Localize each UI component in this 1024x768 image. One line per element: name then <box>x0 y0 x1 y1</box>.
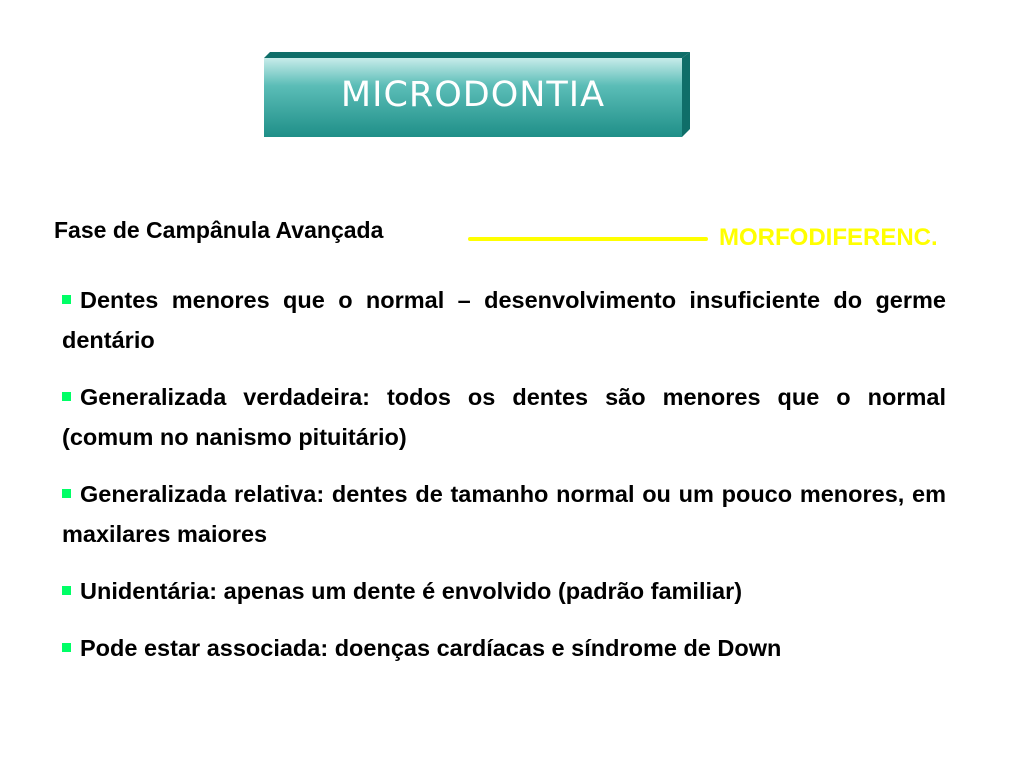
bullet-text: Dentes menores que o normal – desenvolvimento insuficiente do germe dentário <box>62 287 946 353</box>
bullet-icon <box>62 586 71 595</box>
bullet-icon <box>62 643 71 652</box>
bullet-text: Unidentária: apenas um dente é envolvido (padrão familiar) <box>80 578 743 604</box>
bullet-list <box>62 280 946 685</box>
bullet-text: Pode estar associada: doenças cardíacas e síndrome de Down <box>80 635 782 661</box>
bullet-icon <box>62 392 71 401</box>
stage-tag: MORFODIFERENC. <box>719 224 938 251</box>
bullet-item <box>62 377 946 457</box>
bullet-item <box>62 571 946 611</box>
connector-line <box>468 237 708 241</box>
bullet-icon <box>62 489 71 498</box>
slide-title: MICRODONTIA <box>340 74 606 115</box>
bullet-item <box>62 474 946 554</box>
subtitle: Fase de Campânula Avançada <box>54 217 384 243</box>
bullet-item <box>62 280 946 360</box>
bullet-icon <box>62 295 71 304</box>
bullet-item <box>62 628 946 668</box>
bullet-text: Generalizada relativa: dentes de tamanho normal ou um pouco menores, em maxilares maiores <box>62 481 946 547</box>
title-box <box>264 52 690 137</box>
bullet-text: Generalizada verdadeira: todos os dentes são menores que o normal (comum no nanismo pituitário) <box>62 384 946 450</box>
